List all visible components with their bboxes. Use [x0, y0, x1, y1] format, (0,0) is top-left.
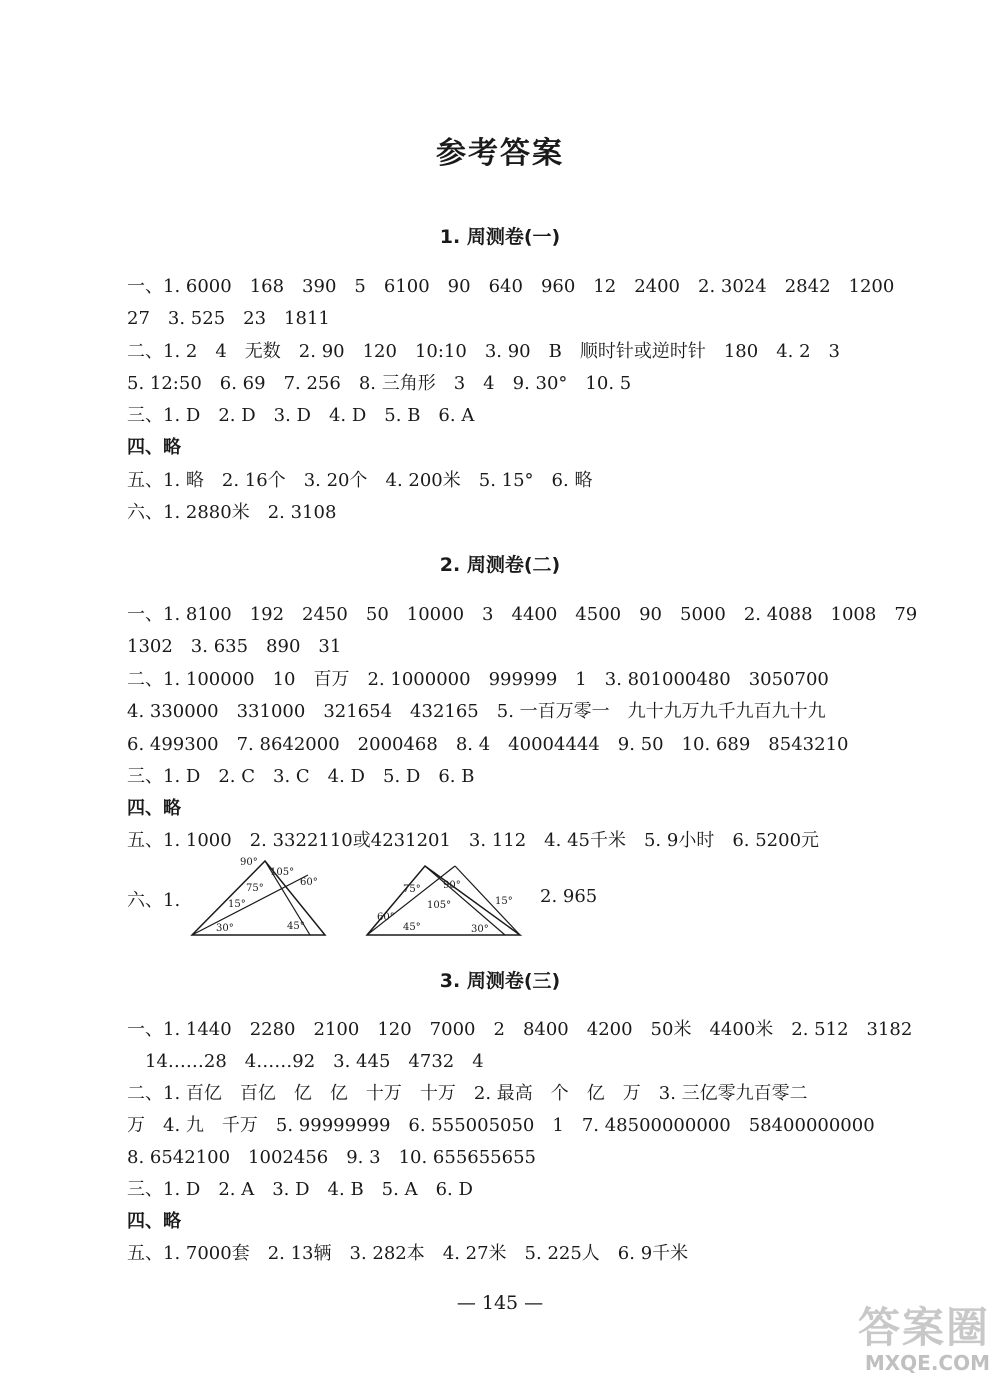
angle-label: 30°	[216, 923, 234, 934]
section-heading-2: 2. 周测卷(二)	[439, 554, 561, 576]
angle-label: 15°	[228, 899, 246, 910]
watermark-logo	[858, 1295, 990, 1375]
angle-label: 15°	[495, 896, 513, 907]
answer-line: 6. 499300 7. 8642000 2000468 8. 4 40004444 9. 50 10. 689 8543210	[127, 734, 849, 755]
answer-line: 万 4. 九 千万 5. 99999999 6. 555005050 1 7. 48500000000 58400000000	[127, 1115, 875, 1136]
angle-label: 75°	[403, 884, 421, 895]
watermark-brand: 答案圈	[857, 1303, 990, 1352]
answer-line: 三、1. D 2. D 3. D 4. D 5. B 6. A	[127, 405, 475, 426]
triangle-figure-2	[365, 858, 525, 938]
answer-line: 四、略	[127, 1211, 181, 1232]
angle-label: 30°	[471, 924, 489, 935]
watermark-url: MXQE.COM	[864, 1351, 990, 1375]
angle-label: 60°	[300, 877, 318, 888]
answer-line: 三、1. D 2. A 3. D 4. B 5. A 6. D	[127, 1179, 473, 1200]
angle-label: 60°	[377, 912, 395, 923]
page-number: — 145 —	[456, 1292, 544, 1314]
answer-line: 1302 3. 635 890 31	[127, 636, 342, 657]
answer-line: 4. 330000 331000 321654 432165 5. 一百万零一 九十九万九千九百九十九	[127, 701, 826, 722]
answer-line: 五、1. 略 2. 16个 3. 20个 4. 200米 5. 15° 6. 略	[127, 470, 593, 491]
page-title: 参考答案	[436, 136, 564, 171]
answer-line: 27 3. 525 23 1811	[127, 308, 330, 329]
angle-label: 90°	[443, 880, 461, 891]
angle-label: 90°	[240, 857, 258, 868]
angle-label: 45°	[403, 922, 421, 933]
answer-line: 5. 12:50 6. 69 7. 256 8. 三角形 3 4 9. 30° 10. 5	[127, 373, 632, 394]
answer-line: 五、1. 7000套 2. 13辆 3. 282本 4. 27米 5. 225人 6. 9千米	[127, 1243, 689, 1264]
answer-line: 二、1. 100000 10 百万 2. 1000000 999999 1 3. 801000480 3050700	[127, 669, 829, 690]
answer-line: 五、1. 1000 2. 3322110或4231201 3. 112 4. 45千米 5. 9小时 6. 5200元	[127, 830, 820, 851]
answer-line: 一、1. 6000 168 390 5 6100 90 640 960 12 2400 2. 3024 2842 1200	[127, 276, 895, 297]
answer-line: 14……28 4……92 3. 445 4732 4	[145, 1051, 484, 1072]
angle-label: 105°	[270, 867, 295, 878]
answer-line: 一、1. 8100 192 2450 50 10000 3 4400 4500 90 5000 2. 4088 1008 79	[127, 604, 918, 625]
triangle-figure-1	[190, 855, 330, 937]
answer-line: 8. 6542100 1002456 9. 3 10. 655655655	[127, 1147, 536, 1168]
answer-line: 三、1. D 2. C 3. C 4. D 5. D 6. B	[127, 766, 475, 787]
figure-prefix: 六、1.	[127, 890, 181, 911]
angle-label: 75°	[246, 883, 264, 894]
section-heading-1: 1. 周测卷(一)	[439, 226, 561, 248]
angle-label: 105°	[427, 900, 452, 911]
answer-line: 二、1. 2 4 无数 2. 90 120 10:10 3. 90 B 顺时针或逆时针 180 4. 2 3	[127, 341, 841, 362]
answer-line: 四、略	[127, 798, 181, 819]
answer-line: 二、1. 百亿 百亿 亿 亿 十万 十万 2. 最高 个 亿 万 3. 三亿零九百零二	[127, 1083, 808, 1104]
answer-line: 六、1. 2880米 2. 3108	[127, 502, 337, 523]
figure-suffix: 2. 965	[540, 886, 598, 907]
answer-line: 一、1. 1440 2280 2100 120 7000 2 8400 4200 50米 4400米 2. 512 3182	[127, 1019, 913, 1040]
answer-line: 四、略	[127, 437, 181, 458]
angle-label: 45°	[287, 921, 305, 932]
section-heading-3: 3. 周测卷(三)	[439, 970, 561, 992]
